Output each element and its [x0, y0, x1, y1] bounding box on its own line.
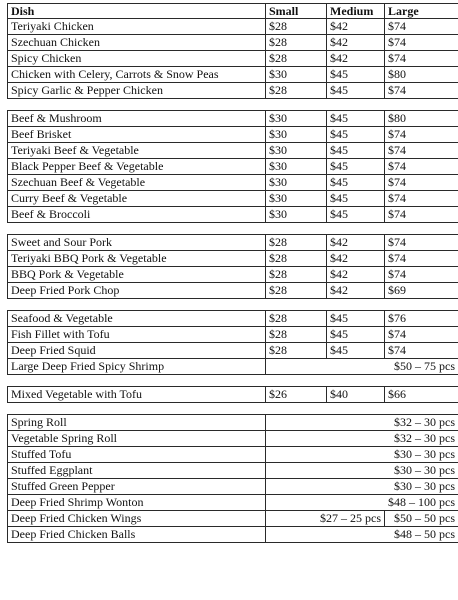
header-medium: Medium: [327, 4, 385, 19]
dish-name: Teriyaki BBQ Pork & Vegetable: [8, 251, 266, 267]
price-medium: $45: [327, 67, 385, 83]
price-medium: $40: [327, 387, 385, 403]
price-table: [7, 3, 458, 543]
dish-name: Chicken with Celery, Carrots & Snow Peas: [8, 67, 266, 83]
table-row: [8, 67, 458, 83]
table-row: [8, 235, 458, 251]
price-small: $26: [266, 387, 327, 403]
price-medium: $42: [327, 283, 385, 299]
price-small: $30: [266, 191, 327, 207]
price-medium: $45: [327, 327, 385, 343]
price-combined: $50 – 75 pcs: [266, 359, 458, 375]
price-small: $28: [266, 311, 327, 327]
table-row: [8, 35, 458, 51]
price-large: $74: [385, 143, 458, 159]
section-spacer: [8, 375, 458, 387]
price-small: $28: [266, 19, 327, 35]
price-medium: $45: [327, 311, 385, 327]
price-combined: $32 – 30 pcs: [266, 431, 458, 447]
price-medium: $42: [327, 19, 385, 35]
header-small: Small: [266, 4, 327, 19]
dish-name: Szechuan Chicken: [8, 35, 266, 51]
price-table-body: [8, 4, 458, 543]
price-large: $74: [385, 191, 458, 207]
price-small: $28: [266, 251, 327, 267]
price-medium: $42: [327, 251, 385, 267]
dish-name: Deep Fried Shrimp Wonton: [8, 495, 266, 511]
price-small: $28: [266, 235, 327, 251]
price-small: $30: [266, 207, 327, 223]
dish-name: Sweet and Sour Pork: [8, 235, 266, 251]
price-combined: $30 – 30 pcs: [266, 479, 458, 495]
price-combined: $30 – 30 pcs: [266, 463, 458, 479]
header-large: Large: [385, 4, 458, 19]
dish-name: Stuffed Green Pepper: [8, 479, 266, 495]
section-spacer-cell: [8, 299, 458, 311]
dish-name: Spicy Garlic & Pepper Chicken: [8, 83, 266, 99]
price-medium: $45: [327, 175, 385, 191]
price-small: $28: [266, 83, 327, 99]
table-row: [8, 159, 458, 175]
price-small: $28: [266, 35, 327, 51]
price-combined: $30 – 30 pcs: [266, 447, 458, 463]
dish-name: Beef & Broccoli: [8, 207, 266, 223]
price-large: $74: [385, 267, 458, 283]
price-small-medium: $27 – 25 pcs: [266, 511, 385, 527]
price-combined: $32 – 30 pcs: [266, 415, 458, 431]
dish-name: Stuffed Tofu: [8, 447, 266, 463]
dish-name: Deep Fried Squid: [8, 343, 266, 359]
price-large: $74: [385, 327, 458, 343]
table-row: [8, 511, 458, 527]
section-spacer-cell: [8, 403, 458, 415]
price-large: $74: [385, 207, 458, 223]
dish-name: Vegetable Spring Roll: [8, 431, 266, 447]
table-row: [8, 479, 458, 495]
table-row: [8, 327, 458, 343]
price-large: $76: [385, 311, 458, 327]
price-large: $74: [385, 159, 458, 175]
price-combined: $48 – 100 pcs: [266, 495, 458, 511]
price-large: $74: [385, 235, 458, 251]
price-large: $74: [385, 343, 458, 359]
table-row: [8, 175, 458, 191]
dish-name: Beef & Mushroom: [8, 111, 266, 127]
price-small: $30: [266, 159, 327, 175]
table-row: [8, 51, 458, 67]
price-large: $74: [385, 19, 458, 35]
price-combined: $48 – 50 pcs: [266, 527, 458, 543]
price-large: $74: [385, 83, 458, 99]
dish-name: Curry Beef & Vegetable: [8, 191, 266, 207]
table-row: [8, 527, 458, 543]
dish-name: Large Deep Fried Spicy Shrimp: [8, 359, 266, 375]
price-medium: $45: [327, 143, 385, 159]
table-row: [8, 251, 458, 267]
table-row: [8, 83, 458, 99]
dish-name: Beef Brisket: [8, 127, 266, 143]
price-small: $30: [266, 67, 327, 83]
price-medium: $45: [327, 83, 385, 99]
section-spacer: [8, 223, 458, 235]
table-row: [8, 207, 458, 223]
price-medium: $42: [327, 267, 385, 283]
price-medium: $45: [327, 191, 385, 207]
dish-name: BBQ Pork & Vegetable: [8, 267, 266, 283]
dish-name: Spicy Chicken: [8, 51, 266, 67]
section-spacer: [8, 299, 458, 311]
price-small: $30: [266, 127, 327, 143]
section-spacer-cell: [8, 223, 458, 235]
price-small: $28: [266, 327, 327, 343]
dish-name: Szechuan Beef & Vegetable: [8, 175, 266, 191]
table-row: [8, 387, 458, 403]
dish-name: Stuffed Eggplant: [8, 463, 266, 479]
section-spacer-cell: [8, 99, 458, 111]
table-header-row: [8, 4, 458, 19]
dish-name: Deep Fried Chicken Balls: [8, 527, 266, 543]
dish-name: Spring Roll: [8, 415, 266, 431]
price-large: $50 – 50 pcs: [385, 511, 458, 527]
table-row: [8, 431, 458, 447]
price-small: $28: [266, 343, 327, 359]
price-large: $80: [385, 67, 458, 83]
price-medium: $45: [327, 343, 385, 359]
table-row: [8, 283, 458, 299]
table-row: [8, 311, 458, 327]
dish-name: Mixed Vegetable with Tofu: [8, 387, 266, 403]
price-small: $28: [266, 283, 327, 299]
price-large: $80: [385, 111, 458, 127]
table-row: [8, 19, 458, 35]
price-small: $30: [266, 111, 327, 127]
price-large: $74: [385, 251, 458, 267]
dish-name: Fish Fillet with Tofu: [8, 327, 266, 343]
table-row: [8, 143, 458, 159]
table-row: [8, 359, 458, 375]
dish-name: Black Pepper Beef & Vegetable: [8, 159, 266, 175]
header-dish: Dish: [8, 4, 266, 19]
table-row: [8, 495, 458, 511]
price-large: $66: [385, 387, 458, 403]
section-spacer: [8, 99, 458, 111]
dish-name: Seafood & Vegetable: [8, 311, 266, 327]
price-small: $30: [266, 143, 327, 159]
table-row: [8, 111, 458, 127]
dish-name: Teriyaki Chicken: [8, 19, 266, 35]
table-row: [8, 343, 458, 359]
dish-name: Deep Fried Chicken Wings: [8, 511, 266, 527]
price-small: $28: [266, 51, 327, 67]
section-spacer: [8, 403, 458, 415]
table-row: [8, 447, 458, 463]
price-medium: $42: [327, 51, 385, 67]
price-medium: $42: [327, 35, 385, 51]
price-medium: $45: [327, 111, 385, 127]
section-spacer-cell: [8, 375, 458, 387]
table-row: [8, 267, 458, 283]
price-small: $30: [266, 175, 327, 191]
price-large: $69: [385, 283, 458, 299]
table-row: [8, 463, 458, 479]
table-row: [8, 191, 458, 207]
price-large: $74: [385, 35, 458, 51]
table-row: [8, 415, 458, 431]
dish-name: Deep Fried Pork Chop: [8, 283, 266, 299]
price-medium: $42: [327, 235, 385, 251]
price-medium: $45: [327, 159, 385, 175]
table-row: [8, 127, 458, 143]
dish-name: Teriyaki Beef & Vegetable: [8, 143, 266, 159]
price-large: $74: [385, 51, 458, 67]
price-large: $74: [385, 175, 458, 191]
price-small: $28: [266, 267, 327, 283]
price-medium: $45: [327, 207, 385, 223]
price-large: $74: [385, 127, 458, 143]
price-medium: $45: [327, 127, 385, 143]
